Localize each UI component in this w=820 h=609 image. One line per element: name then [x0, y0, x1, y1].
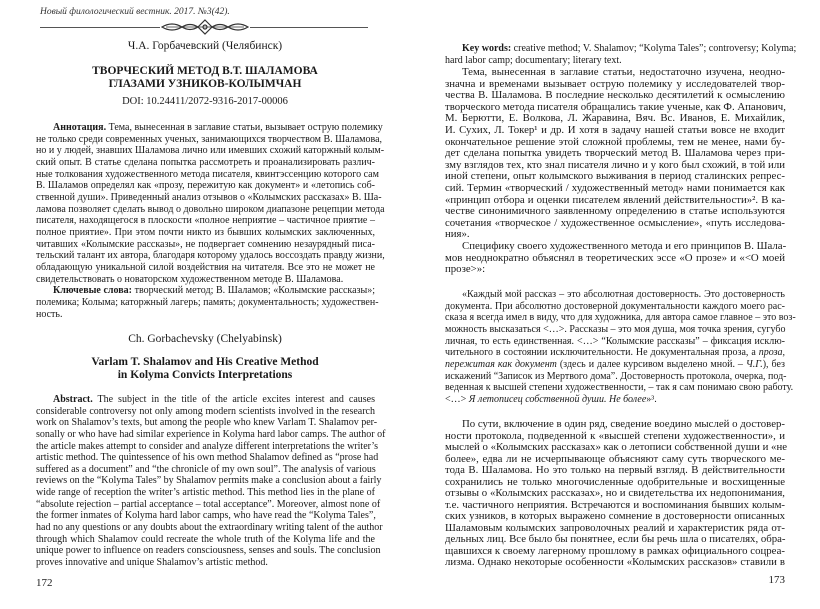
text-line	[36, 545, 381, 557]
line-text: ния».	[445, 228, 470, 241]
line-text: «Каждый мой рассказ – это абсолютная достоверность. Это достоверность	[462, 289, 785, 300]
line-text: сий. Термин «творческий / художественный метод» нами понимается как	[445, 181, 785, 194]
text-line	[445, 371, 785, 383]
line-text: creative method; V. Shalamov; “Kolyma Tales”; controversy; Kolyma;	[511, 43, 797, 54]
text-line	[36, 285, 375, 297]
text-line	[36, 498, 381, 511]
line-text: ский опыт. В статье сделана попытка рассмотреть и проанализировать различ-	[36, 156, 375, 168]
line-text: had no any questions or any doubts about the extraordinary writing talent of the author	[36, 522, 383, 534]
line-text: unique power to influence on readers consciousness, senses and souls. The conclusion	[36, 545, 381, 557]
text-line	[36, 215, 375, 227]
line-text: честве синонимичного заявленному определению в статье используются	[445, 205, 785, 218]
line-text: окончательное решение этой сложной проблемы, тем не менее, нами бу-	[445, 135, 785, 148]
line-text: «принцип отбора и оценки писателем явлений действительности»². В ка-	[445, 193, 785, 206]
line-text: личная, то есть единственная. <…> “Колымские рассказы” – фиксация исклю-	[445, 335, 785, 347]
line-text: дельных лиц. Все было бы понятнее, если бы речь шла о писателях, обра-	[445, 533, 786, 545]
text-line	[445, 336, 785, 348]
line-text: wide range of reception the writer’s artistic method. This method lies in the plane of	[36, 487, 375, 499]
line-text: hard labor camp; documentary; literary text.	[445, 55, 622, 66]
line-text: мов неоднократно объяснял в теоретических эссе «О прозе» и «<О моей	[445, 251, 785, 264]
text-line	[445, 301, 785, 313]
line-text: considerable controversy not only among modern scientists involved in the research	[36, 405, 375, 417]
text-line	[445, 382, 794, 394]
text-line	[445, 312, 796, 324]
line-text: мыслей о «Колымских рассказах» как о летописи собственной души и «не	[445, 441, 788, 453]
text-line	[36, 406, 375, 418]
lead-label: Abstract.	[53, 394, 93, 405]
line-text: полное приятие». При этом почти никто из бывших колымских заключенных,	[36, 226, 375, 238]
line-text: иной степени, опыт колымского выживания в период сталинских репрес-	[445, 170, 785, 183]
line-text: сказа я всегда имел в виду, что для художника, для автора самое главное – это воз-	[445, 312, 796, 324]
text-line	[36, 239, 375, 251]
line-text: ные толкования художественного метода писателя, квинтэссенцию которого сам	[36, 168, 379, 180]
text-line	[36, 417, 378, 429]
text-segment: <…>	[445, 394, 469, 406]
block-quote	[445, 289, 796, 406]
text-line	[36, 475, 382, 487]
text-segment: (здесь и далее курсивом выделено мной. –	[556, 359, 746, 371]
header-rule-right	[250, 27, 368, 28]
title-line: in Kolyma Convicts Interpretations	[117, 369, 293, 381]
italic-segment: Ч.Г.	[745, 359, 763, 371]
abstract-en	[36, 394, 386, 569]
line-text: “absolute rejection – partial acceptance – total acceptance”. Moreover, almost none of	[36, 498, 381, 510]
line-text: отзывы о «Колымских рассказах», но и свидетельства их недопонимания,	[445, 487, 785, 499]
text-line	[36, 464, 375, 476]
page-number-right: 173	[768, 574, 785, 586]
line-text: сохранились не только многочисленные одобрительные и восхищенные	[445, 475, 785, 488]
line-text: искажений “Записок из Мертвого дома”. Достоверность протокола, очерка, под-	[445, 370, 787, 382]
line-text: ственной души». Приведенный анализ отзывов о «Колымских рассказах» В. Ша-	[36, 191, 382, 203]
keywords-en	[445, 43, 797, 67]
line-text: Шаламовым колымских запроволочных реалий и характеристик ряда от-	[445, 521, 785, 534]
text-line	[445, 324, 785, 336]
text-line	[36, 309, 375, 321]
ornament-icon	[160, 19, 250, 35]
text-line	[36, 394, 375, 406]
line-text: сочетания «творческое / художественное осмысление», «путь исследова-	[445, 216, 785, 229]
line-text: ских узников, в которых выражено сомнение в достоверности описанных	[445, 510, 785, 522]
line-text: Тема, вынесенная в заглавие статьи, вызывает острую полемику	[106, 122, 383, 133]
line-text: М. Берютти, Е. Волкова, Л. Жаравина, Вяч. Вс. Иванов, Е. Михайлик,	[445, 112, 785, 125]
text-line	[36, 262, 375, 274]
text-line	[445, 347, 785, 359]
doi: DOI: 10.24411/2072-9316-2017-00006	[122, 96, 288, 107]
text-line	[36, 145, 385, 157]
article-title-ru	[40, 65, 370, 91]
line-text: work on Shalamov’s texts, but among the people who knew Varlam T. Shalamov per-	[36, 417, 378, 429]
text-line	[36, 203, 385, 216]
text-line	[36, 274, 375, 286]
body-text-continued	[445, 418, 788, 569]
line-text: Специфику своего художественного метода и его принципов В. Шала-	[462, 239, 787, 252]
title-line: Varlam T. Shalamov and His Creative Method	[91, 356, 319, 368]
line-text: чества В. Шаламова. В последние несколько десятилетий к осмыслению	[445, 89, 785, 102]
text-line	[445, 557, 785, 569]
text-line	[445, 218, 785, 230]
text-line	[36, 510, 375, 522]
author-ru: Ч.А. Горбачевский (Челябинск)	[127, 40, 283, 52]
text-line	[36, 122, 383, 134]
lead-label: Аннотация.	[53, 122, 107, 133]
article-title-en	[40, 356, 370, 382]
annotation-ru	[36, 122, 385, 320]
text-segment: »³.	[646, 394, 657, 406]
line-text: документа. При абсолютно достоверной документальности каждого моего рас-	[445, 300, 785, 312]
lead-label: Key words:	[462, 43, 512, 54]
header-rule-left	[40, 27, 160, 28]
line-text: творческого метода писателя обращались такие ученые, как Ф. Апанович,	[445, 100, 786, 113]
line-text: читавших «Колымские рассказы», не подвергает сомнению незаурядный писа-	[36, 238, 375, 250]
line-text: зму взглядов тех, кто знал писателя лично и у кого был схожий, в той или	[445, 158, 785, 171]
running-header: Новый филологический вестник. 2017. №3(42).	[40, 7, 230, 17]
lead-label: Ключевые слова:	[53, 285, 133, 297]
text-line	[36, 180, 375, 192]
text-line	[36, 157, 375, 169]
text-line	[445, 253, 785, 265]
line-text: но и у людей, знавших Шаламова лично или имевших схожий каторжный колым-	[36, 145, 385, 157]
text-line	[36, 133, 383, 146]
text-line	[445, 289, 785, 301]
line-text: можность высказаться <…>. Рассказы – это моя душа, моя точка зрения, сугубо	[445, 324, 786, 336]
italic-segment: проза,	[758, 347, 785, 359]
text-line	[36, 191, 382, 204]
line-text: значна и временами вызывает острую полемику у исследователей твор-	[445, 77, 785, 90]
line-text: sonally or who have had similar experience in Kolyma hard labor camps. The author of	[36, 428, 386, 440]
line-text: ности протокола, подведенной к «высшей степени художественности», и	[445, 429, 785, 442]
line-text: proves innovative and unique Shalamov’s artistic method.	[36, 556, 268, 568]
line-text: through which Shalamov could recreate the whole truth of the Kolyma life and the	[36, 533, 375, 545]
text-line	[445, 359, 785, 371]
text-line	[36, 452, 379, 464]
text-line	[445, 43, 797, 55]
line-text: тельский талант их автора, благодаря которому удалось воссоздать правду жизни,	[36, 250, 385, 262]
line-text: Тема, вынесенная в заглавие статьи, недостаточно изучена, неодно-	[462, 66, 785, 78]
line-text: лизма. Однако некоторые особенности «Колымских рассказов» ставили в	[445, 556, 785, 568]
text-line	[36, 557, 375, 569]
text-line	[36, 296, 379, 309]
line-text: the article makes attempt to consider and analyze different interpretations the writer’s	[36, 440, 378, 452]
line-text: т.е. частичного неприятия. Встречаются и воспоминания бывших колым-	[445, 498, 785, 511]
text-line	[36, 487, 375, 499]
line-text: более», едва ли не исчерпывающе объясняют саму суть творческого ме-	[445, 452, 785, 465]
italic-segment: Я летописец собственной души. Не более	[468, 394, 647, 406]
text-line	[36, 250, 385, 262]
line-text: писателя, находящегося в плоскости «полное неприятие – частичное приятие –	[36, 215, 375, 227]
line-text: The subject in the title of the article excites interest and causes	[92, 394, 375, 405]
line-text: тода В. Шаламова. Но это только на первый взгляд. В действительности	[445, 464, 785, 476]
italic-segment: пережитая как документ	[445, 359, 557, 371]
line-text: ламова позволяет сделать вывод о довольно широком диапазоне рецепции метода	[36, 203, 385, 215]
body-text	[445, 67, 785, 276]
text-line	[36, 534, 375, 546]
line-text: reviews on the “Kolyma Tales” by Shalamov permits make a conclusion about a fairly	[36, 475, 382, 487]
line-text: the former inmates of Kolyma hard labor camps, who have read the “Kolyma Tales”,	[36, 510, 376, 522]
line-text: По сути, включение в один ряд, сведение воедино мыслей о достовер-	[462, 418, 785, 430]
line-text: И. Сухих, Л. Токер¹ и др. И хотя в задачу нашей статьи вовсе не входит	[445, 123, 785, 136]
line-text: ность.	[36, 308, 63, 320]
title-line: ГЛАЗАМИ УЗНИКОВ-КОЛЫМЧАН	[108, 78, 302, 90]
text-segment: чительного в состоянии исключительности. Не документальная проза, а	[445, 347, 759, 359]
text-line	[36, 227, 375, 239]
text-line	[36, 168, 379, 181]
line-text: прозе>»:	[445, 263, 486, 276]
line-text: artistic method. The quintessence of his own method Shalamov defined as “prose had	[36, 452, 379, 464]
text-line	[445, 394, 785, 406]
line-text: suffered as a document” and “the chronicle of my own soul”. The analysis of various	[36, 463, 376, 475]
line-text: обладающую уникальной силой воздействия на читателя. Все это не может не	[36, 261, 375, 273]
line-text: творческий метод; В. Шаламов; «Колымские рассказы»;	[132, 285, 375, 297]
text-segment: ), без	[762, 359, 785, 371]
line-text: дет сделана попытка увидеть творческий метод В. Шаламова через при-	[445, 147, 785, 160]
text-line	[445, 264, 785, 276]
text-line	[36, 428, 386, 441]
page-number-left: 172	[36, 577, 53, 589]
line-text: не только среди современных ученых, занимающихся творчеством В. Шаламова,	[36, 133, 383, 145]
title-line: ТВОРЧЕСКИЙ МЕТОД В.Т. ШАЛАМОВА	[92, 65, 318, 77]
line-text: веденная к высшей степени художественности, – так я сам понимаю свою работу.	[445, 382, 794, 394]
text-line	[36, 522, 383, 534]
author-en: Ch. Gorbachevsky (Chelyabinsk)	[128, 333, 282, 345]
line-text: В. Шаламов определял как «прозу, пережитую как документ» и «летопись соб-	[36, 180, 375, 192]
line-text: свидетельствовать о новаторском художественном методе В. Шаламова.	[36, 273, 344, 285]
line-text: полемика; Колыма; каторжный лагерь; память; документальность; художествен-	[36, 296, 379, 308]
text-line	[36, 440, 378, 453]
line-text: щавшихся к своему лагерному прошлому в рамках официального соцреа-	[445, 544, 785, 557]
